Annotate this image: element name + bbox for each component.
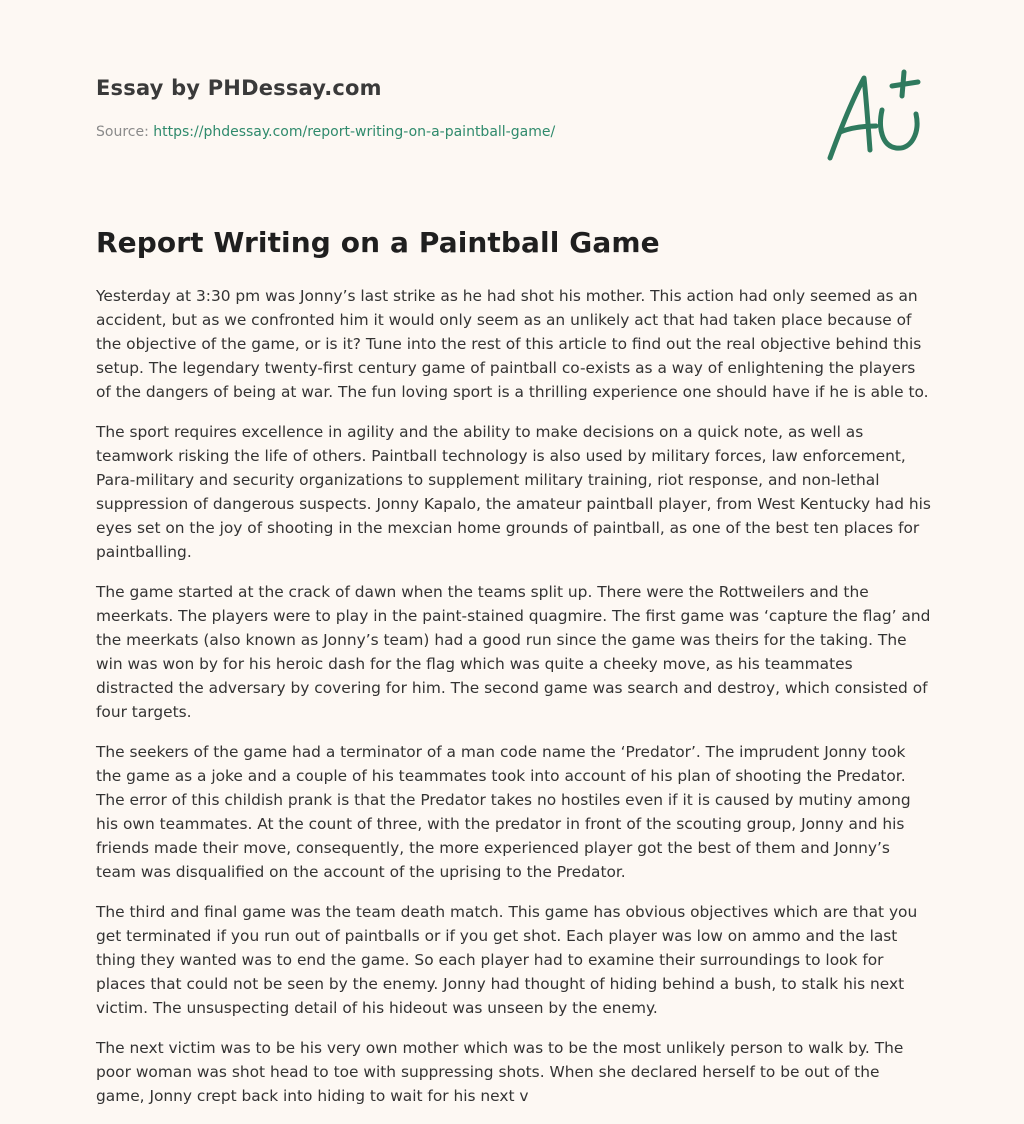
paragraph: The game started at the crack of dawn when the teams split up. There were the Rottweilers and the meerkats. The players were to play in the paint-stained quagmire. The first game was ‘capture the flag’ and the meerkats (also known as Jonny’s team) had a good run since the game was theirs for the taking. The win was won by for his heroic dash for the flag which was quite a cheeky move, as his teammates distracted the adversary by covering for him. The second game was search and destroy, which consisted of four targets. <box>96 583 931 721</box>
source-label: Source: <box>96 124 149 140</box>
paragraph: Yesterday at 3:30 pm was Jonny’s last strike as he had shot his mother. This action had only seemed as an accident, but as we confronted him it would only seem as an unlikely act that had taken place because of the objective of the game, or is it? Tune into the rest of this article to find out the real objective behind this setup. The legendary twenty-first century game of paintball co-exists as a way of enlightening the players of the dangers of being at war. The fun loving sport is a thrilling experience one should have if he is able to. <box>96 287 929 401</box>
paragraph: The seekers of the game had a terminator of a man code name the ‘Predator’. The imprudent Jonny took the game as a joke and a couple of his teammates took into account of his plan of shooting the Predator. The error of this childish prank is that the Predator takes no hostiles even if it is caused by mutiny among his own teammates. At the count of three, with the predator in front of the scouting group, Jonny and his friends made their move, consequently, the more experienced player got the best of them and Jonny’s team was disqualified on the account of the uprising to the Predator. <box>96 743 911 881</box>
source-link[interactable]: https://phdessay.com/report-writing-on-a-paintball-game/ <box>153 124 556 140</box>
paragraph: The next victim was to be his very own mother which was to be the most unlikely person to walk by. The poor woman was shot head to toe with suppressing shots. When she declared herself to be out of the game, Jonny crept back into hiding to wait for his next v <box>96 1039 904 1105</box>
essay-body <box>96 284 932 1124</box>
paragraph: The third and final game was the team death match. This game has obvious objectives which are that you get terminated if you run out of paintballs or if you get shot. Each player was low on ammo and the last thing they wanted was to end the game. So each player had to examine their surroundings to look for places that could not be seen by the enemy. Jonny had thought of hiding behind a bush, to stalk his next victim. The unsuspecting detail of his hideout was unseen by the enemy. <box>96 903 918 1017</box>
paragraph: The sport requires excellence in agility and the ability to make decisions on a quick note, as well as teamwork risking the life of others. Paintball technology is also used by military forces, law enforcement, Para-military and security organizations to supplement military training, riot response, and non-lethal suppression of dangerous suspects. Jonny Kapalo, the amateur paintball player, from West Kentucky had his eyes set on the joy of shooting in the mexcian home grounds of paintball, as one of the best ten places for paintballing. <box>96 423 931 561</box>
essay-title: Report Writing on a Paintball Game <box>96 226 660 259</box>
source-line <box>96 124 555 140</box>
site-brand: Essay by PHDessay.com <box>96 76 382 100</box>
a-plus-logo-icon <box>820 66 930 166</box>
